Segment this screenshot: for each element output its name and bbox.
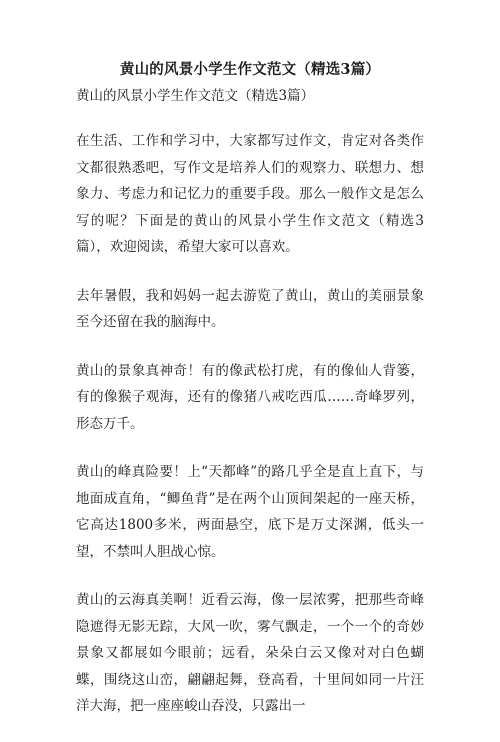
paragraph-intro: 在生活、工作和学习中，大家都写过作文，肯定对各类作文都很熟悉吧，写作文是培养人们的观察力、联想力、想象力、考虑力和记忆力的重要手段。那么一般作文是怎么写的呢？下面是的黄山的风景小学生作文范文（精选3篇），欢迎阅读，希望大家可以喜欢。 xyxy=(76,133,424,255)
paragraph-trip: 去年暑假，我和妈妈一起去游览了黄山，黄山的美丽景象至今还留在我的脑海中。 xyxy=(76,287,424,330)
paragraph-peaks: 黄山的峰真险要！上“天都峰”的路几乎全是直上直下，与地面成直角，“鲫鱼背”是在两个山顶间架起的一座天桥，它高达1800多米，两面悬空，底下是万丈深渊，低头一望，不禁叫人胆战心惊。 xyxy=(76,464,424,560)
document-subtitle: 黄山的风景小学生作文范文（精选3篇） xyxy=(76,88,315,104)
paragraph-scenery: 黄山的景象真神奇！有的像武松打虎，有的像仙人背篓，有的像猴子观海，还有的像猪八戒吃西瓜……奇峰罗列，形态万千。 xyxy=(76,362,424,432)
document-title: 黄山的风景小学生作文范文（精选3篇） xyxy=(119,61,381,78)
document-body xyxy=(76,128,424,742)
paragraph-clouds: 黄山的云海真美啊！近看云海，像一层浓雾，把那些奇峰隐遮得无影无踪，大风一吹，雾气飘走，一个一个的奇妙景象又都展如今眼前；远看，朵朵白云又像对对白色蝴蝶，围绕这山峦，翩翩起舞，登高看，十里间如同一片汪洋大海，把一座座峻山吞没，只露出一 xyxy=(76,592,424,714)
